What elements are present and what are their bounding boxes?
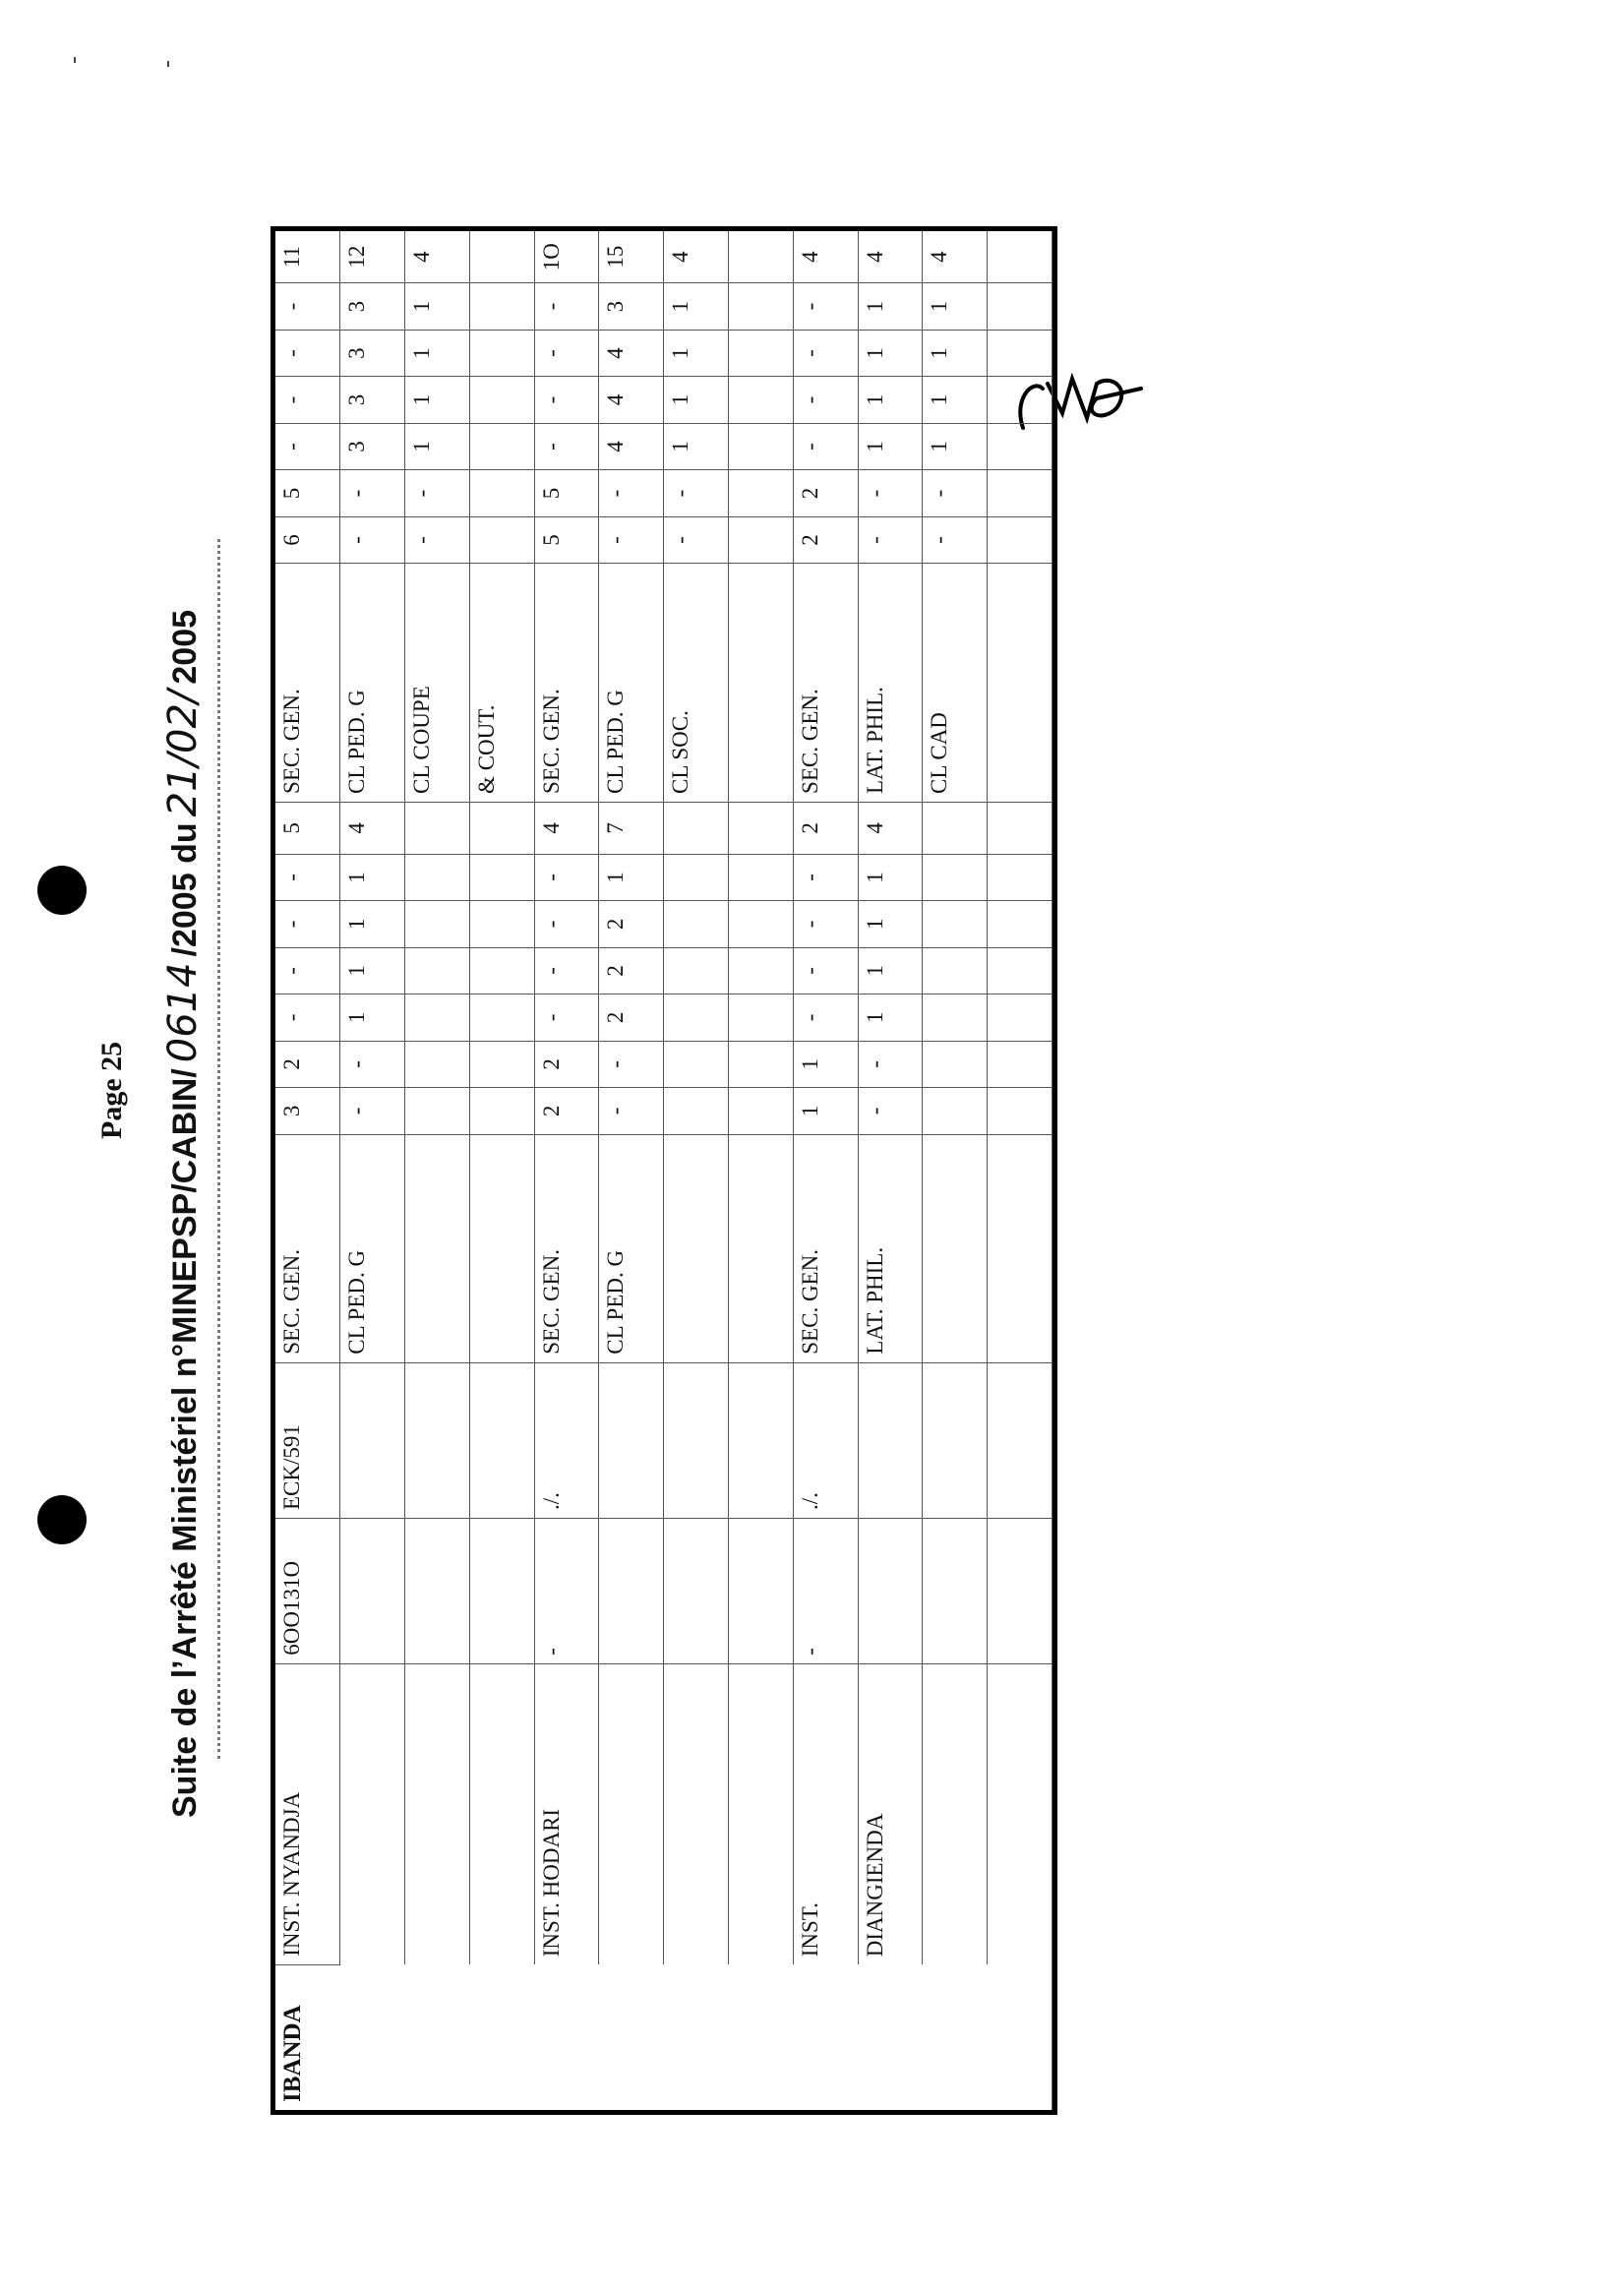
reference-cell: ./.	[793, 1362, 858, 1518]
count-b-cell: -	[923, 516, 988, 563]
count-b-cell: 1	[405, 377, 470, 423]
count-a-cell	[728, 854, 793, 900]
count-a-cell	[728, 1088, 793, 1134]
region-cell: IBANDA	[275, 1964, 1053, 2110]
count-a-cell	[664, 854, 729, 900]
count-b-cell: 3	[599, 283, 664, 330]
count-a-cell	[469, 1041, 534, 1087]
count-b-cell: -	[664, 470, 729, 516]
count-b-cell: 5	[275, 470, 340, 516]
count-a-cell: 1	[340, 854, 405, 900]
count-b-cell: 1	[923, 423, 988, 469]
section-a-cell	[405, 1134, 470, 1362]
code-cell	[923, 1519, 988, 1664]
count-a-cell: 1	[793, 1041, 858, 1087]
section-a-cell: CL PED. G	[599, 1134, 664, 1362]
table-row	[599, 231, 664, 2110]
count-a-cell	[988, 1041, 1053, 1087]
count-a-cell	[728, 994, 793, 1041]
count-a-cell: -	[793, 947, 858, 994]
count-a-cell	[988, 802, 1053, 854]
count-b-cell: -	[923, 470, 988, 516]
count-b-cell: -	[275, 283, 340, 330]
count-b-cell: 1	[664, 283, 729, 330]
count-b-cell	[728, 231, 793, 283]
count-a-cell: -	[275, 854, 340, 900]
count-b-cell	[469, 330, 534, 376]
institution-cell: INST. NYANDJA	[275, 1663, 340, 1964]
count-b-cell: 4	[599, 423, 664, 469]
count-b-cell: -	[664, 516, 729, 563]
count-b-cell	[469, 423, 534, 469]
table-row	[728, 231, 793, 2110]
reference-cell	[664, 1362, 729, 1518]
count-a-cell	[664, 1041, 729, 1087]
code-cell	[469, 1519, 534, 1664]
count-a-cell: -	[534, 854, 599, 900]
code-cell	[405, 1519, 470, 1664]
reference-cell	[728, 1362, 793, 1518]
count-b-cell: 1	[664, 330, 729, 376]
count-a-cell: 2	[599, 947, 664, 994]
count-b-cell: 1	[405, 283, 470, 330]
count-b-cell	[988, 283, 1053, 330]
institution-cell	[664, 1663, 729, 1964]
section-a-cell: SEC. GEN.	[275, 1134, 340, 1362]
count-b-cell	[728, 423, 793, 469]
reference-cell	[469, 1362, 534, 1518]
institution-cell: INST. HODARI	[534, 1663, 599, 1964]
count-a-cell: 1	[858, 854, 923, 900]
count-a-cell	[988, 901, 1053, 947]
section-b-cell: LAT. PHIL.	[858, 564, 923, 803]
count-b-cell: 3	[340, 330, 405, 376]
count-a-cell: 2	[534, 1041, 599, 1087]
count-b-cell	[728, 330, 793, 376]
count-b-cell: 3	[340, 377, 405, 423]
count-b-cell: -	[275, 330, 340, 376]
count-b-cell	[728, 470, 793, 516]
count-a-cell	[728, 947, 793, 994]
count-b-cell: 1	[923, 377, 988, 423]
count-b-cell: 2	[793, 470, 858, 516]
count-a-cell: 5	[275, 802, 340, 854]
count-a-cell	[923, 1088, 988, 1134]
count-a-cell: -	[793, 854, 858, 900]
code-cell	[599, 1519, 664, 1664]
table-container	[271, 226, 1057, 2115]
count-b-cell: 4	[599, 330, 664, 376]
count-b-cell: -	[534, 423, 599, 469]
count-a-cell	[405, 901, 470, 947]
count-b-cell	[988, 423, 1053, 469]
count-a-cell	[923, 1041, 988, 1087]
count-b-cell: 4	[923, 231, 988, 283]
count-b-cell: 1	[858, 377, 923, 423]
count-b-cell: -	[858, 516, 923, 563]
institution-cell	[728, 1663, 793, 1964]
code-cell: -	[534, 1519, 599, 1664]
count-a-cell: -	[534, 901, 599, 947]
title-prefix: Suite de l’Arrêté Ministériel n°MINEPSP/CABIN/	[166, 1068, 204, 1818]
count-b-cell: 1	[664, 377, 729, 423]
section-b-cell	[988, 564, 1053, 803]
reference-cell	[923, 1362, 988, 1518]
count-a-cell: 2	[599, 994, 664, 1041]
code-cell	[728, 1519, 793, 1664]
institution-cell: DIANGIENDA	[858, 1663, 923, 1964]
table-row	[469, 231, 534, 2110]
count-a-cell: -	[793, 994, 858, 1041]
count-a-cell: -	[793, 901, 858, 947]
count-a-cell	[923, 994, 988, 1041]
count-b-cell: 1	[858, 283, 923, 330]
reference-cell	[599, 1362, 664, 1518]
count-b-cell: 1	[858, 330, 923, 376]
count-a-cell: 2	[599, 901, 664, 947]
table-row	[988, 231, 1053, 2110]
count-b-cell	[469, 231, 534, 283]
section-b-cell	[728, 564, 793, 803]
section-b-cell: CL COUPE	[405, 564, 470, 803]
count-a-cell: -	[534, 994, 599, 1041]
code-cell: 6OO131O	[275, 1519, 340, 1664]
table-row	[275, 231, 340, 2110]
count-b-cell: 1	[858, 423, 923, 469]
title-underline	[217, 539, 220, 1759]
count-b-cell: 5	[534, 470, 599, 516]
count-a-cell	[664, 1088, 729, 1134]
count-a-cell	[664, 802, 729, 854]
count-b-cell: 4	[664, 231, 729, 283]
section-b-cell: SEC. GEN.	[275, 564, 340, 803]
section-a-cell	[469, 1134, 534, 1362]
count-b-cell: -	[793, 330, 858, 376]
table-row	[340, 231, 405, 2110]
code-cell	[340, 1519, 405, 1664]
reference-cell: ./.	[534, 1362, 599, 1518]
count-a-cell: 7	[599, 802, 664, 854]
table-row	[793, 231, 858, 2110]
count-a-cell	[469, 802, 534, 854]
count-a-cell: -	[599, 1088, 664, 1134]
count-b-cell: -	[534, 330, 599, 376]
title-handwritten-date: 21/02/	[160, 690, 206, 817]
document-title	[160, 441, 206, 1818]
count-a-cell: 2	[793, 802, 858, 854]
title-mid: /2005 du	[166, 822, 204, 957]
count-a-cell: 1	[858, 994, 923, 1041]
count-a-cell: 4	[340, 802, 405, 854]
reference-cell	[340, 1362, 405, 1518]
count-a-cell: -	[340, 1041, 405, 1087]
count-a-cell: -	[275, 901, 340, 947]
count-b-cell: 15	[599, 231, 664, 283]
count-a-cell	[469, 947, 534, 994]
count-a-cell	[664, 994, 729, 1041]
count-b-cell	[469, 516, 534, 563]
count-a-cell	[923, 854, 988, 900]
count-a-cell	[923, 947, 988, 994]
table-row	[405, 231, 470, 2110]
count-a-cell	[728, 1041, 793, 1087]
count-b-cell: 1	[405, 423, 470, 469]
count-a-cell: 4	[858, 802, 923, 854]
code-cell	[988, 1519, 1053, 1664]
count-b-cell: 4	[405, 231, 470, 283]
table-row	[534, 231, 599, 2110]
punch-hole-bottom	[37, 1495, 87, 1544]
count-a-cell	[469, 854, 534, 900]
count-a-cell: 4	[534, 802, 599, 854]
count-a-cell: 1	[340, 947, 405, 994]
count-a-cell	[405, 994, 470, 1041]
count-b-cell: 6	[275, 516, 340, 563]
count-a-cell	[988, 854, 1053, 900]
page-number: Page 25	[95, 1041, 128, 1139]
count-b-cell: -	[793, 377, 858, 423]
count-b-cell	[988, 330, 1053, 376]
count-a-cell	[923, 901, 988, 947]
count-b-cell: 4	[793, 231, 858, 283]
section-b-cell: CL CAD	[923, 564, 988, 803]
count-b-cell: 3	[340, 423, 405, 469]
count-a-cell: 1	[858, 901, 923, 947]
section-b-cell: CL SOC.	[664, 564, 729, 803]
count-b-cell	[988, 377, 1053, 423]
count-a-cell	[469, 901, 534, 947]
section-b-cell: SEC. GEN.	[534, 564, 599, 803]
section-a-cell: LAT. PHIL.	[858, 1134, 923, 1362]
section-a-cell	[728, 1134, 793, 1362]
count-a-cell	[405, 802, 470, 854]
section-b-cell: CL PED. G	[599, 564, 664, 803]
count-b-cell: 1O	[534, 231, 599, 283]
count-b-cell: 2	[793, 516, 858, 563]
page-header	[84, 0, 261, 2290]
count-a-cell: -	[534, 947, 599, 994]
count-b-cell: -	[534, 377, 599, 423]
count-a-cell: -	[858, 1041, 923, 1087]
count-b-cell	[469, 470, 534, 516]
institution-cell	[923, 1663, 988, 1964]
count-a-cell: 1	[340, 994, 405, 1041]
count-b-cell: 1	[923, 330, 988, 376]
count-b-cell	[728, 516, 793, 563]
schools-table	[275, 231, 1053, 2110]
reference-cell	[858, 1362, 923, 1518]
count-b-cell	[728, 283, 793, 330]
institution-cell	[340, 1663, 405, 1964]
count-a-cell: 1	[340, 901, 405, 947]
institution-cell	[599, 1663, 664, 1964]
count-a-cell	[405, 947, 470, 994]
count-a-cell	[664, 947, 729, 994]
count-a-cell: 1	[599, 854, 664, 900]
count-b-cell: 5	[534, 516, 599, 563]
table-row	[923, 231, 988, 2110]
count-a-cell: -	[599, 1041, 664, 1087]
code-cell	[858, 1519, 923, 1664]
count-a-cell: 1	[858, 947, 923, 994]
count-a-cell	[664, 901, 729, 947]
table-body	[275, 231, 1053, 2110]
count-b-cell: -	[534, 283, 599, 330]
count-a-cell	[728, 802, 793, 854]
count-b-cell	[469, 283, 534, 330]
section-b-cell: & COUT.	[469, 564, 534, 803]
count-b-cell: -	[599, 516, 664, 563]
institution-cell	[469, 1663, 534, 1964]
count-b-cell: -	[340, 516, 405, 563]
count-b-cell	[988, 516, 1053, 563]
table-row	[858, 231, 923, 2110]
count-b-cell	[988, 470, 1053, 516]
count-b-cell: 12	[340, 231, 405, 283]
count-b-cell: 4	[858, 231, 923, 283]
section-b-cell: CL PED. G	[340, 564, 405, 803]
section-a-cell: CL PED. G	[340, 1134, 405, 1362]
count-a-cell	[405, 1041, 470, 1087]
section-a-cell: SEC. GEN.	[534, 1134, 599, 1362]
title-suffix: 2005	[166, 609, 204, 685]
count-b-cell: -	[793, 283, 858, 330]
count-a-cell	[469, 1088, 534, 1134]
count-b-cell: 4	[599, 377, 664, 423]
count-a-cell: 1	[793, 1088, 858, 1134]
count-a-cell: -	[275, 947, 340, 994]
section-b-cell: SEC. GEN.	[793, 564, 858, 803]
reference-cell: ECK/591	[275, 1362, 340, 1518]
code-cell	[664, 1519, 729, 1664]
count-a-cell: -	[340, 1088, 405, 1134]
count-a-cell: 2	[534, 1088, 599, 1134]
count-a-cell: 3	[275, 1088, 340, 1134]
count-b-cell	[469, 377, 534, 423]
count-a-cell	[988, 994, 1053, 1041]
scan-mark	[74, 57, 76, 63]
section-a-cell	[923, 1134, 988, 1362]
count-b-cell: -	[793, 423, 858, 469]
count-a-cell: 2	[275, 1041, 340, 1087]
section-a-cell	[664, 1134, 729, 1362]
count-b-cell: 1	[405, 330, 470, 376]
count-a-cell	[988, 1088, 1053, 1134]
count-b-cell	[728, 377, 793, 423]
count-b-cell	[988, 231, 1053, 283]
count-b-cell: 11	[275, 231, 340, 283]
reference-cell	[405, 1362, 470, 1518]
count-b-cell: -	[275, 377, 340, 423]
count-a-cell	[469, 994, 534, 1041]
institution-cell	[988, 1663, 1053, 1964]
count-a-cell	[923, 802, 988, 854]
count-b-cell: -	[275, 423, 340, 469]
section-a-cell	[988, 1134, 1053, 1362]
reference-cell	[988, 1362, 1053, 1518]
section-a-cell: SEC. GEN.	[793, 1134, 858, 1362]
count-b-cell: -	[599, 470, 664, 516]
table-row	[664, 231, 729, 2110]
count-a-cell: -	[858, 1088, 923, 1134]
count-b-cell: -	[858, 470, 923, 516]
count-b-cell: -	[405, 516, 470, 563]
count-b-cell: 1	[664, 423, 729, 469]
institution-cell	[405, 1663, 470, 1964]
title-handwritten-number: 0614	[160, 962, 206, 1063]
count-b-cell: -	[340, 470, 405, 516]
count-a-cell: -	[275, 994, 340, 1041]
count-a-cell	[728, 901, 793, 947]
punch-hole-top	[37, 866, 87, 915]
count-b-cell: -	[405, 470, 470, 516]
count-a-cell	[405, 1088, 470, 1134]
count-a-cell	[988, 947, 1053, 994]
count-b-cell: 3	[340, 283, 405, 330]
count-a-cell	[405, 854, 470, 900]
code-cell: -	[793, 1519, 858, 1664]
count-b-cell: 1	[923, 283, 988, 330]
institution-cell: INST.	[793, 1663, 858, 1964]
